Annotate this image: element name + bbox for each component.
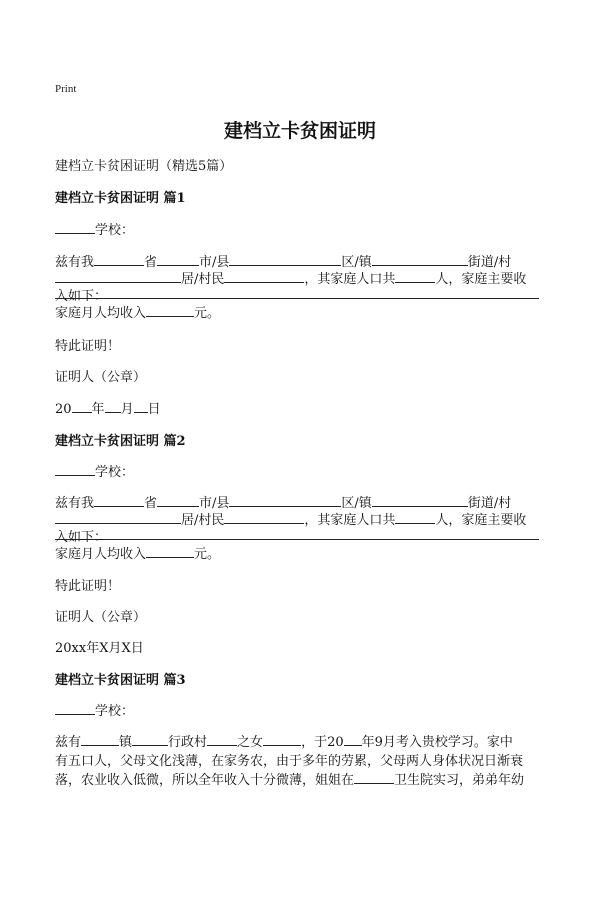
text-segment: 年9月考入贵校学习。家中 [361,735,513,750]
text-segment: ，其家庭人口共 [304,513,396,528]
text-segment: ，于20 [301,735,344,750]
text-segment: 街道/村 [467,496,512,511]
text-segment: 家庭月人均收入 [55,547,147,562]
section-3-para-line-1 [55,731,513,750]
text-segment: 卫生院实习，弟弟年幼 [394,773,525,788]
text-segment: 20 [55,402,72,417]
section-2-certifier: 证明人（公章） [55,610,147,625]
text-segment: 街道/村 [467,255,512,270]
text-segment: 元。 [194,547,221,562]
underline-rule [55,298,539,299]
blank [263,733,301,746]
blank [372,253,468,266]
blank [132,733,168,746]
school-label: 学校： [95,223,135,238]
blank [55,511,181,524]
blank [207,733,237,746]
blank [146,545,194,558]
blank [81,733,119,746]
section-2-para-line-3: 入如下： [55,530,108,545]
text-segment: 镇 [119,735,133,750]
blank [224,511,304,524]
blank [354,771,394,784]
text-segment: 人，家庭主要收 [435,513,527,528]
section-2-heading: 建档立卡贫困证明 篇2 [55,434,186,449]
blank [395,511,435,524]
section-1-certifier: 证明人（公章） [55,370,147,385]
section-1-certify: 特此证明！ [55,339,121,354]
section-2-certify: 特此证明！ [55,579,121,594]
blank [229,494,341,507]
text-segment: 居/村民 [181,513,225,528]
text-segment: 区/镇 [341,255,372,270]
section-1-heading: 建档立卡贫困证明 篇1 [55,191,186,206]
blank [157,494,199,507]
text-segment: 兹有我 [55,496,95,511]
section-2-school-line [55,461,134,480]
text-segment: 区/镇 [341,496,372,511]
blank [395,270,435,283]
text-segment: 省 [144,496,158,511]
section-1-date [55,398,161,417]
section-1-para-line-3: 入如下： [55,289,108,304]
school-label: 学校： [95,465,135,480]
text-segment: 落，农业收入低微，所以全年收入十分微薄，姐姐在 [55,773,355,788]
school-blank [55,702,95,715]
text-segment: 家庭月人均收入 [55,306,147,321]
text-segment: ，其家庭人口共 [304,272,396,287]
text-segment: 省 [144,255,158,270]
text-segment: 兹有 [55,735,82,750]
section-3-heading: 建档立卡贫困证明 篇3 [55,673,186,688]
school-blank [55,221,95,234]
section-3-para-line-2: 有五口人，父母文化浅薄，在家务农，由于多年的劳累，父母两人身体状况日渐衰 [55,754,524,769]
text-segment: 兹有我 [55,255,95,270]
section-2-date: 20xx年X月X日 [55,641,144,656]
text-segment: 月 [120,402,134,417]
blank [229,253,341,266]
underline-rule [55,539,539,540]
text-segment: 人，家庭主要收 [435,272,527,287]
blank [372,494,468,507]
blank [146,304,194,317]
blank [134,400,148,413]
text-segment: 市/县 [199,255,230,270]
text-segment: 居/村民 [181,272,225,287]
school-label: 学校： [95,704,135,719]
text-segment: 元。 [194,306,221,321]
text-segment: 年 [91,402,105,417]
print-label: Print [55,83,77,95]
blank [94,494,144,507]
blank [224,270,304,283]
text-segment: 市/县 [199,496,230,511]
blank [94,253,144,266]
section-1-para-line-2 [55,268,526,287]
text-segment: 日 [147,402,161,417]
text-segment: 之女 [237,735,264,750]
blank [157,253,199,266]
blank [105,400,121,413]
blank [72,400,92,413]
blank [344,733,362,746]
section-1-income-line [55,302,220,321]
blank [55,270,181,283]
section-3-school-line [55,700,134,719]
section-3-para-line-3 [55,769,524,788]
section-2-para-line-2 [55,509,526,528]
document-subtitle: 建档立卡贫困证明（精选5篇） [55,159,233,174]
section-1-school-line [55,219,134,238]
document-title: 建档立卡贫困证明 [223,120,376,142]
school-blank [55,463,95,476]
text-segment: 行政村 [168,735,208,750]
section-2-income-line [55,543,220,562]
